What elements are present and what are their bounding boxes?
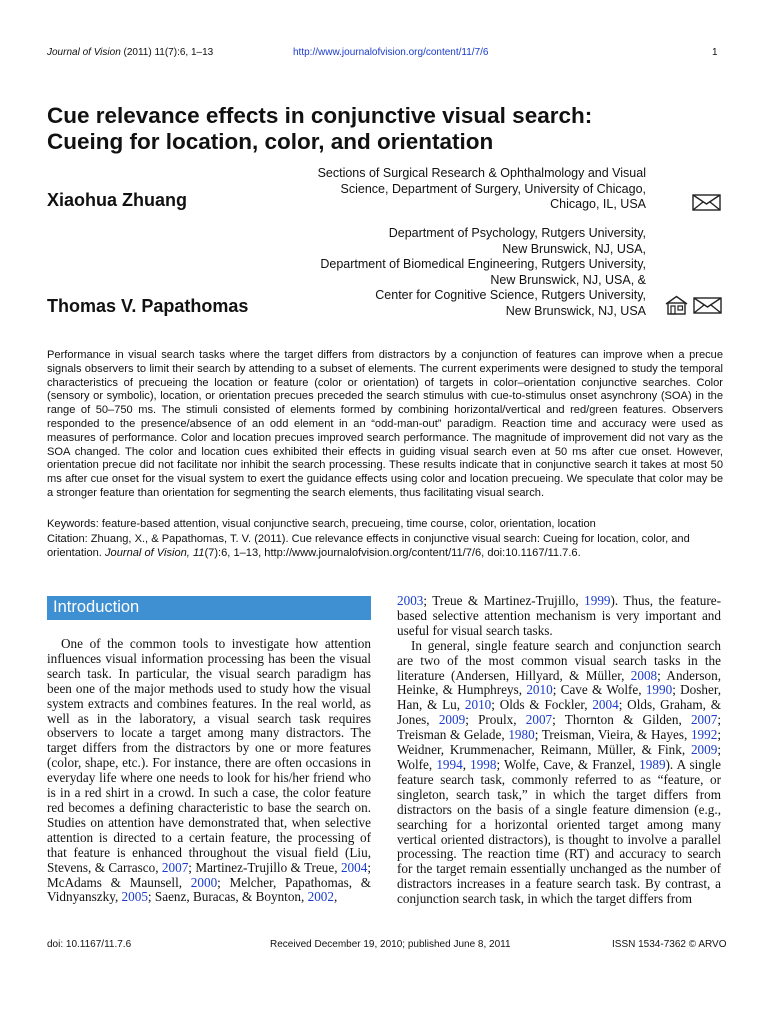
author-1-name: Xiaohua Zhuang [47, 190, 188, 210]
paragraph [47, 637, 371, 905]
citation-link[interactable]: 2000 [190, 874, 218, 890]
footer-received: Received December 19, 2010; published June 8, 2011 [270, 939, 511, 950]
citation-text: (7):6, 1–13, http://www.journalofvision.org/content/11/7/6, doi:10.1167/11.7.6. [204, 546, 581, 559]
body-text: ). Thus, the feature-based selective attention mechanism is very important and useful for visual search tasks. [397, 593, 721, 638]
citation-link[interactable]: 2005 [121, 889, 148, 905]
author-1-affiliation [318, 166, 646, 213]
citation-link[interactable]: 2008 [630, 667, 658, 683]
envelope-icon[interactable] [693, 297, 722, 314]
citation-link[interactable]: 2002 [307, 889, 334, 905]
body-text: ; Olds & Fockler, [491, 697, 593, 713]
body-text: ; Cave & Wolfe, [552, 682, 646, 698]
header-url-link[interactable]: http://www.journalofvision.org/content/11/7/6 [293, 47, 489, 58]
body-text: ; McAdams & Maunsell, [47, 859, 371, 890]
body-text: ; Treue & Martinez-Trujillo, [423, 593, 585, 608]
citation-link[interactable]: 1998 [470, 756, 497, 772]
body-text: One of the common tools to investigate how attention influences visual information processing has been the visual search task. In particular, the visual search paradigm has been one of the major methods used to study how the visual system extracts and combines features. In the real world, as well as in the laboratory, a visual search task requires observers to locate a target among many distractors. The target differs from the distractors by one or more features (color, shape, etc.). For instance, there are often occasions in everyday life where one needs to look for his/her friend who is in a red shirt in a crowd. In such a case, the color feature red becomes a defining characteristic to base the search on. Studies on attention have demonstrated that, when selective attention is directed to a certain feature, the processing of that feature is enhanced throughout the visual field (Liu, Stevens, & Carrasco, [47, 636, 371, 875]
citation-link[interactable]: 2010 [464, 697, 492, 713]
body-text: ; Thornton & Gilden, [552, 712, 691, 728]
affiliation-line: Science, Department of Surgery, University of Chicago, [340, 181, 646, 196]
citation-link[interactable]: 2009 [438, 712, 466, 728]
citation-link[interactable]: 2004 [592, 697, 619, 713]
running-header [47, 47, 213, 58]
affiliation-line: Center for Cognitive Science, Rutgers University, [375, 288, 646, 302]
body-text: , [333, 889, 338, 905]
body-text: ; Treisman & Gelade, [397, 712, 721, 743]
citation-link[interactable]: 2007 [690, 712, 718, 728]
left-column [47, 637, 371, 905]
section-heading: Introduction [53, 598, 140, 616]
paragraph [397, 639, 721, 907]
affiliation-line: Department of Biomedical Engineering, Rutgers University, [320, 257, 646, 271]
citation-link[interactable]: 1999 [584, 593, 611, 608]
affiliation-line: Sections of Surgical Research & Ophthalmology and Visual [317, 166, 646, 180]
citation-link[interactable]: 1980 [508, 727, 535, 743]
affiliation-line: Department of Psychology, Rutgers University, [388, 226, 646, 240]
paper-title [47, 103, 727, 155]
citation-link[interactable]: 2003 [397, 593, 424, 608]
citation-link[interactable]: 2009 [690, 742, 718, 758]
body-text: ; Anderson, Heinke, & Humphreys, [397, 667, 721, 698]
citation-link[interactable]: 1989 [639, 756, 666, 772]
body-text: ; Olds, Graham, & Jones, [397, 697, 721, 728]
envelope-icon[interactable] [692, 194, 721, 211]
author-2-affiliation [320, 226, 646, 319]
citation-link[interactable]: 2007 [525, 712, 553, 728]
affiliation-line: New Brunswick, NJ, USA [505, 303, 646, 318]
citation-text: Citation: Zhuang, X., & Papathomas, T. V. (2011). Cue relevance effects in conjunctive visual search: Cueing for location, color, and orientation. [47, 533, 690, 559]
body-text: ; Martinez-Trujillo & Treue, [188, 859, 341, 875]
affiliation-line: New Brunswick, NJ, USA, & [490, 272, 646, 287]
body-text: , [462, 756, 471, 772]
citation [47, 533, 723, 561]
affiliation-line: New Brunswick, NJ, USA, [502, 241, 646, 256]
body-text: ; Melcher, Papathomas, & Vidnyanszky, [47, 874, 372, 905]
right-column [397, 594, 721, 907]
footer-doi: doi: 10.1167/11.7.6 [47, 939, 132, 950]
citation-link[interactable]: 1990 [645, 682, 673, 698]
citation-link[interactable]: 2007 [161, 859, 189, 875]
citation-link[interactable]: 2004 [340, 859, 368, 875]
body-text: In general, single feature search and conjunction search are two of the most common visual search tasks in the literature (Andersen, Hillyard, & Müller, [397, 637, 721, 683]
journal-meta: (2011) 11(7):6, 1–13 [123, 47, 214, 58]
body-text: ; Wolfe, [397, 742, 721, 772]
affiliation-line: Chicago, IL, USA [550, 197, 646, 211]
citation-journal: Journal of Vision, 11 [104, 546, 205, 559]
body-text: ; Dosher, Han, & Lu, [397, 682, 721, 713]
abstract: Performance in visual search tasks where the target differs from distractors by a conjunction of features can improve when a precue signals observers to limit their search by attending to a subset of elements. The current experiments were designed to study the temporal characteristics of precueing the location or feature (color or orientation) of targets in color–orientation conjunctive searches. Color (sensory or symbolic), location, or orientation precues preceded the search stimulus with cue-to-stimulus onset asynchrony (SOA) in the range of 50–750 ms. The stimuli consisted of elements formed by combining horizontal/vertical and red/green features. Observers responded to the presence/absence of an odd element in an “odd-man-out” paradigm. Reaction time and accuracy were used as measures of performance. Color and location precues improved search performance. The magnitude of improvement did not vary as the SOA changed. The color and location cues exhibited their effects in guiding visual search even at 50 ms after cue onset. However, orientation precue did not facilitate nor inhibit the search processing. These results indicate that in conjunctive search it takes at most 50 ms after cue onset for the visual system to exert the guidance effects using color and location precueing. We speculate that color may be a stronger feature than orientation for segmenting the search elements, thus facilitating visual search. [47, 349, 723, 499]
page-number: 1 [712, 47, 718, 58]
citation-link[interactable]: 2010 [526, 682, 553, 698]
home-icon[interactable] [664, 295, 689, 315]
body-text: ; Wolfe, Cave, & Franzel, [496, 756, 640, 772]
title-line-1: Cue relevance effects in conjunctive visual search: [47, 103, 593, 128]
author-2-name: Thomas V. Papathomas [47, 296, 249, 316]
keywords: Keywords: feature-based attention, visual conjunctive search, precueing, time course, color, orientation, location [47, 518, 596, 530]
footer-issn: ISSN 1534-7362 © ARVO [612, 939, 727, 950]
journal-name: Journal of Vision [47, 47, 121, 58]
body-text: ; Weidner, Krummenacher, Reimann, Müller, & Fink, [397, 727, 721, 758]
body-text: ; Treisman, Vieira, & Hayes, [534, 727, 691, 743]
citation-link[interactable]: 1994 [436, 756, 463, 772]
body-text: ). A single feature search task, commonly referred to as “feature, or singleton, search task,” in which the target differs from distractors on the basis of a single feature dimension (e.g., searching for a horizontal oriented target among many vertical oriented distractors), is thought to involve a parallel processing. The reaction time (RT) and accuracy to search for the target remain essentially unchanged as the number of distractors increases in a feature search task. By contrast, a conjunction search task, in which the target differs from [397, 756, 722, 907]
paragraph [397, 594, 721, 639]
title-line-2: Cueing for location, color, and orientation [47, 129, 494, 154]
body-text: ; Proulx, [465, 712, 526, 728]
citation-link[interactable]: 1992 [690, 727, 718, 743]
body-text: ; Saenz, Buracas, & Boynton, [147, 889, 308, 905]
